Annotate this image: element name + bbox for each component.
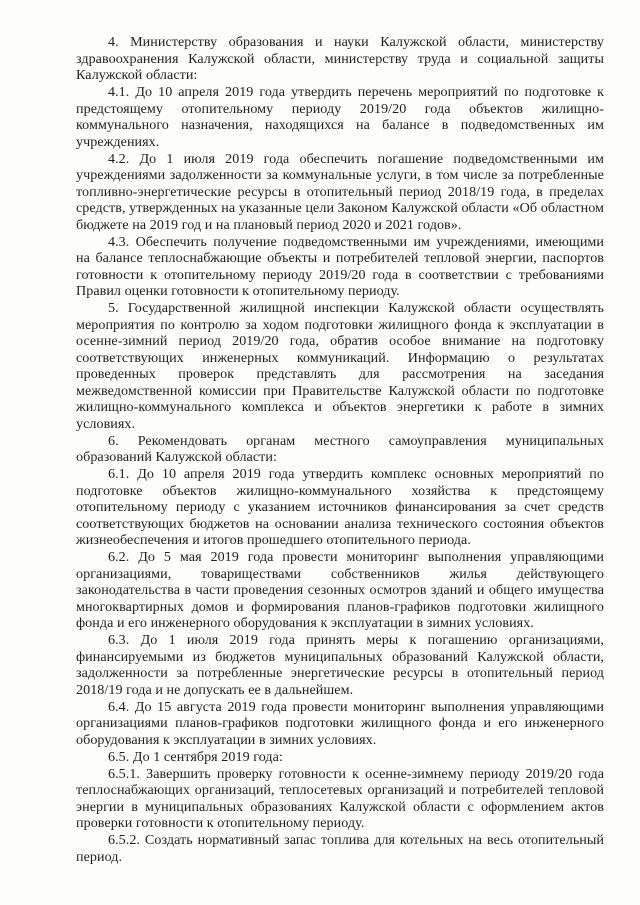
paragraph-4: 4. Министерству образования и науки Калужской области, министерству здравоохранения Калужской области, министерству труда и социальной защиты Калужской области: — [76, 34, 604, 83]
paragraph-6-2: 6.2. До 5 мая 2019 года провести мониторинг выполнения управляющими организациями, товариществами собственников жилья действующего законодательства в части проведения сезонных осмотров зданий и общего имущества многоквартирных домов и формирования планов-графиков подготовки жилищного фонда и его инженерного оборудования к эксплуатации в зимних условиях. — [76, 549, 604, 631]
paragraph-6-4: 6.4. До 15 августа 2019 года провести мониторинг выполнения управляющими организациями планов-графиков подготовки жилищного фонда и его инженерного оборудования к эксплуатации в зимних условиях. — [76, 698, 604, 748]
paragraph-4-3: 4.3. Обеспечить получение подведомственными им учреждениями, имеющими на балансе теплоснабжающие объекты и потребителей тепловой энергии, паспортов готовности к отопительному периоду 2019/20 года в соответствии с требованиями Правил оценки готовности к отопительному периоду. — [76, 233, 604, 299]
paragraph-6-3: 6.3. До 1 июля 2019 года принять меры к погашению организациями, финансируемыми из бюджетов муниципальных образований Калужской области, задолженности за потребленные энергетические ресурсы в отопительный период 2018/19 года и не допускать ее в дальнейшем. — [76, 632, 604, 698]
paragraph-4-2: 4.2. До 1 июля 2019 года обеспечить погашение подведомственными им учреждениями задолженности за коммунальные услуги, в том числе за потребленные топливно-энергетические ресурсы в отопительный период 2018/19 года, в пределах средств, утвержденных на указанные цели Законом Калужской области «Об областном бюджете на 2019 год и на плановый период 2020 и 2021 годов». — [76, 150, 604, 233]
paragraph-6-5: 6.5. До 1 сентября 2019 года: — [108, 748, 283, 765]
paragraph-6-5-2: 6.5.2. Создать нормативный запас топлива для котельных на весь отопительный период. — [76, 832, 604, 865]
paragraph-6-5-1: 6.5.1. Завершить проверку готовности к осенне-зимнему периоду 2019/20 года теплоснабжающих организаций, теплосетевых организаций и потребителей тепловой энергии в муниципальных образованиях Калужской области с оформлением актов проверки готовности к отопительному периоду. — [76, 765, 604, 831]
paragraph-4-1: 4.1. До 10 апреля 2019 года утвердить перечень мероприятий по подготовке к предстоящему отопительному периоду 2019/20 года объектов жилищно-коммунального назначения, находящихся на балансе в подведомственных им учреждениях. — [76, 84, 604, 150]
paragraph-6-1: 6.1. До 10 апреля 2019 года утвердить комплекс основных мероприятий по подготовке объектов жилищно-коммунального хозяйства к предстоящему отопительному периоду с указанием источников финансирования за счет средств соответствующих бюджетов на основании анализа технического состояния объектов жизнеобеспечения и итогов прошедшего отопительного периода. — [76, 466, 604, 548]
paragraph-6: 6. Рекомендовать органам местного самоуправления муниципальных образований Калужской области: — [76, 432, 604, 465]
paragraph-5: 5. Государственной жилищной инспекции Калужской области осуществлять мероприятия по контролю за ходом подготовки жилищного фонда к эксплуатации в осенне-зимний период 2019/20 года, обратив особое внимание на подготовку соответствующих инженерных коммуникаций. Информацию о результатах проведенных проверок представлять для рассмотрения на заседания межведомственной комиссии при Правительстве Калужской области по подготовке жилищно-коммунального комплекса и объектов энергетики к работе в зимних условиях. — [76, 300, 604, 432]
